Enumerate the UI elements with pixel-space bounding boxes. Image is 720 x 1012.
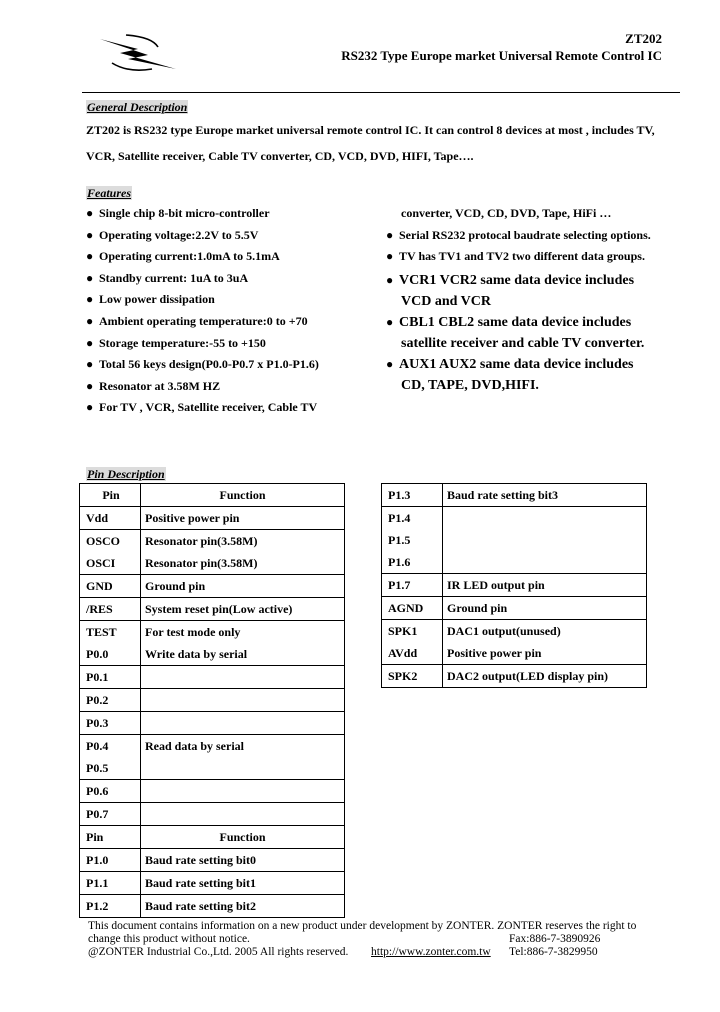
feature-item: ● Operating current:1.0mA to 5.1mA bbox=[86, 249, 280, 264]
table-row bbox=[80, 507, 345, 530]
table-row bbox=[80, 712, 345, 735]
table-row bbox=[382, 620, 647, 665]
pin-cell: P0.3 bbox=[80, 712, 141, 735]
function-cell bbox=[443, 507, 647, 574]
part-number: ZT202 bbox=[625, 31, 662, 46]
function-cell: DAC1 output(unused) Positive power pin bbox=[443, 620, 647, 665]
general-description-text: ZT202 is RS232 type Europe market universal remote control IC. It can control 8 devices at most , includes TV, VCR, Satellite receiver, Cable TV converter, CD, VCD, DVD, HIFI, Tape…. bbox=[86, 123, 655, 163]
pin-cell: P1.2 bbox=[80, 895, 141, 918]
bullet-icon: ● bbox=[386, 356, 394, 371]
function-cell: Resonator pin(3.58M) Resonator pin(3.58M) bbox=[141, 530, 345, 575]
feature-item: ● AUX1 AUX2 same data device includes CD, TAPE, DVD,HIFI. bbox=[386, 354, 651, 396]
pin-cell: SPK1 AVdd bbox=[382, 620, 443, 665]
zonter-logo bbox=[98, 33, 178, 75]
feature-item: ● VCR1 VCR2 same data device includes VCD and VCR bbox=[386, 270, 651, 312]
general-description-heading: General Description bbox=[87, 100, 188, 114]
feature-item: ● Serial RS232 protocal baudrate selecting options. bbox=[386, 227, 651, 242]
function-cell: Baud rate setting bit3 bbox=[443, 484, 647, 507]
table-row bbox=[382, 597, 647, 620]
pin-cell: TEST P0.0 bbox=[80, 621, 141, 666]
pin-cell: AGND bbox=[382, 597, 443, 620]
features-left-list bbox=[86, 205, 319, 421]
feature-item-continued: converter, VCD, CD, DVD, Tape, HiFi … bbox=[401, 206, 612, 220]
table-row bbox=[80, 666, 345, 689]
function-cell bbox=[141, 803, 345, 826]
pin-header: Pin bbox=[80, 826, 141, 849]
function-cell bbox=[141, 666, 345, 689]
feature-item: ● Operating voltage:2.2V to 5.5V bbox=[86, 227, 259, 242]
function-cell bbox=[141, 689, 345, 712]
pin-cell: Vdd bbox=[80, 507, 141, 530]
footer bbox=[88, 920, 668, 959]
function-cell: For test mode only Write data by serial bbox=[141, 621, 345, 666]
pin-cell: P0.7 bbox=[80, 803, 141, 826]
function-cell: Positive power pin bbox=[141, 507, 345, 530]
function-cell bbox=[141, 780, 345, 803]
feature-item: ● CBL1 CBL2 same data device includes satellite receiver and cable TV converter. bbox=[386, 312, 651, 354]
pin-cell: P0.2 bbox=[80, 689, 141, 712]
table-row bbox=[80, 598, 345, 621]
table-row bbox=[80, 530, 345, 575]
pin-table-right bbox=[381, 483, 647, 688]
table-row bbox=[80, 872, 345, 895]
function-cell: Ground pin bbox=[141, 575, 345, 598]
function-cell: Baud rate setting bit2 bbox=[141, 895, 345, 918]
pin-cell: P1.0 bbox=[80, 849, 141, 872]
table-row bbox=[80, 575, 345, 598]
bullet-icon: ● bbox=[86, 313, 94, 328]
pin-cell: SPK2 bbox=[382, 665, 443, 688]
footer-copyright: @ZONTER Industrial Co.,Ltd. 2005 All rights reserved. bbox=[88, 946, 349, 958]
feature-item: ● Standby current: 1uA to 3uA bbox=[86, 270, 249, 285]
bullet-icon: ● bbox=[386, 272, 394, 287]
feature-item: ● Ambient operating temperature:0 to +70 bbox=[86, 313, 308, 328]
features-heading: Features bbox=[87, 186, 132, 200]
bullet-icon: ● bbox=[86, 335, 94, 350]
table-row bbox=[382, 484, 647, 507]
function-cell: Baud rate setting bit1 bbox=[141, 872, 345, 895]
bullet-icon: ● bbox=[86, 270, 94, 285]
bullet-icon: ● bbox=[86, 292, 94, 307]
table-row bbox=[80, 895, 345, 918]
pin-cell: P0.1 bbox=[80, 666, 141, 689]
table-row bbox=[80, 849, 345, 872]
function-cell: Baud rate setting bit0 bbox=[141, 849, 345, 872]
pin-cell: P1.7 bbox=[382, 574, 443, 597]
bullet-icon: ● bbox=[386, 314, 394, 329]
document-subtitle: RS232 Type Europe market Universal Remote Control IC bbox=[341, 48, 662, 63]
pin-description-heading: Pin Description bbox=[87, 467, 165, 481]
table-row bbox=[80, 780, 345, 803]
function-cell: Ground pin bbox=[443, 597, 647, 620]
function-cell bbox=[141, 712, 345, 735]
pin-header: Pin bbox=[80, 484, 141, 507]
pin-cell: GND bbox=[80, 575, 141, 598]
features-right-list bbox=[386, 205, 651, 396]
pin-cell: P1.4 P1.5 P1.6 bbox=[382, 507, 443, 574]
feature-item: ● Low power dissipation bbox=[86, 292, 215, 307]
feature-item: ● Storage temperature:-55 to +150 bbox=[86, 335, 266, 350]
bullet-icon: ● bbox=[86, 400, 94, 415]
function-cell: System reset pin(Low active) bbox=[141, 598, 345, 621]
footer-tel: Tel:886-7-3829950 bbox=[509, 946, 598, 958]
bullet-icon: ● bbox=[86, 357, 94, 372]
bullet-icon: ● bbox=[86, 249, 94, 264]
table-row bbox=[80, 689, 345, 712]
function-cell: Read data by serial bbox=[141, 735, 345, 780]
feature-item: ● Total 56 keys design(P0.0-P0.7 x P1.0-P1.6) bbox=[86, 357, 319, 372]
table-row bbox=[382, 665, 647, 688]
pin-cell: P1.3 bbox=[382, 484, 443, 507]
feature-item: ● For TV , VCR, Satellite receiver, Cable TV bbox=[86, 400, 318, 415]
bullet-icon: ● bbox=[86, 227, 94, 242]
table-header-row bbox=[80, 484, 345, 507]
table-header-row bbox=[80, 826, 345, 849]
feature-item: ● TV has TV1 and TV2 two different data groups. bbox=[386, 249, 645, 264]
table-row bbox=[80, 803, 345, 826]
pin-cell: P0.4 P0.5 bbox=[80, 735, 141, 780]
bullet-icon: ● bbox=[386, 249, 394, 264]
table-row bbox=[80, 735, 345, 780]
function-cell: DAC2 output(LED display pin) bbox=[443, 665, 647, 688]
bullet-icon: ● bbox=[86, 206, 94, 220]
footer-website-link[interactable]: http://www.zonter.com.tw bbox=[371, 946, 491, 958]
bullet-icon: ● bbox=[386, 227, 394, 242]
footer-fax: Fax:886-7-3890926 bbox=[509, 933, 601, 945]
table-row bbox=[382, 507, 647, 574]
footer-notice-line1: This document contains information on a new product under development by ZONTER. ZONTER reserves the right to bbox=[88, 920, 637, 932]
bullet-icon: ● bbox=[86, 378, 94, 393]
document-header bbox=[300, 30, 662, 64]
table-row bbox=[382, 574, 647, 597]
feature-item: ● Resonator at 3.58M HZ bbox=[86, 378, 221, 393]
pin-table-left bbox=[79, 483, 345, 918]
pin-cell: /RES bbox=[80, 598, 141, 621]
header-rule bbox=[82, 92, 680, 93]
feature-item: ● Single chip 8-bit micro-controller bbox=[86, 206, 270, 220]
pin-cell: OSCO OSCI bbox=[80, 530, 141, 575]
pin-cell: P0.6 bbox=[80, 780, 141, 803]
table-row bbox=[80, 621, 345, 666]
function-cell: IR LED output pin bbox=[443, 574, 647, 597]
function-header: Function bbox=[141, 484, 345, 507]
function-header: Function bbox=[141, 826, 345, 849]
footer-notice-line2: change this product without notice. bbox=[88, 933, 250, 945]
pin-cell: P1.1 bbox=[80, 872, 141, 895]
